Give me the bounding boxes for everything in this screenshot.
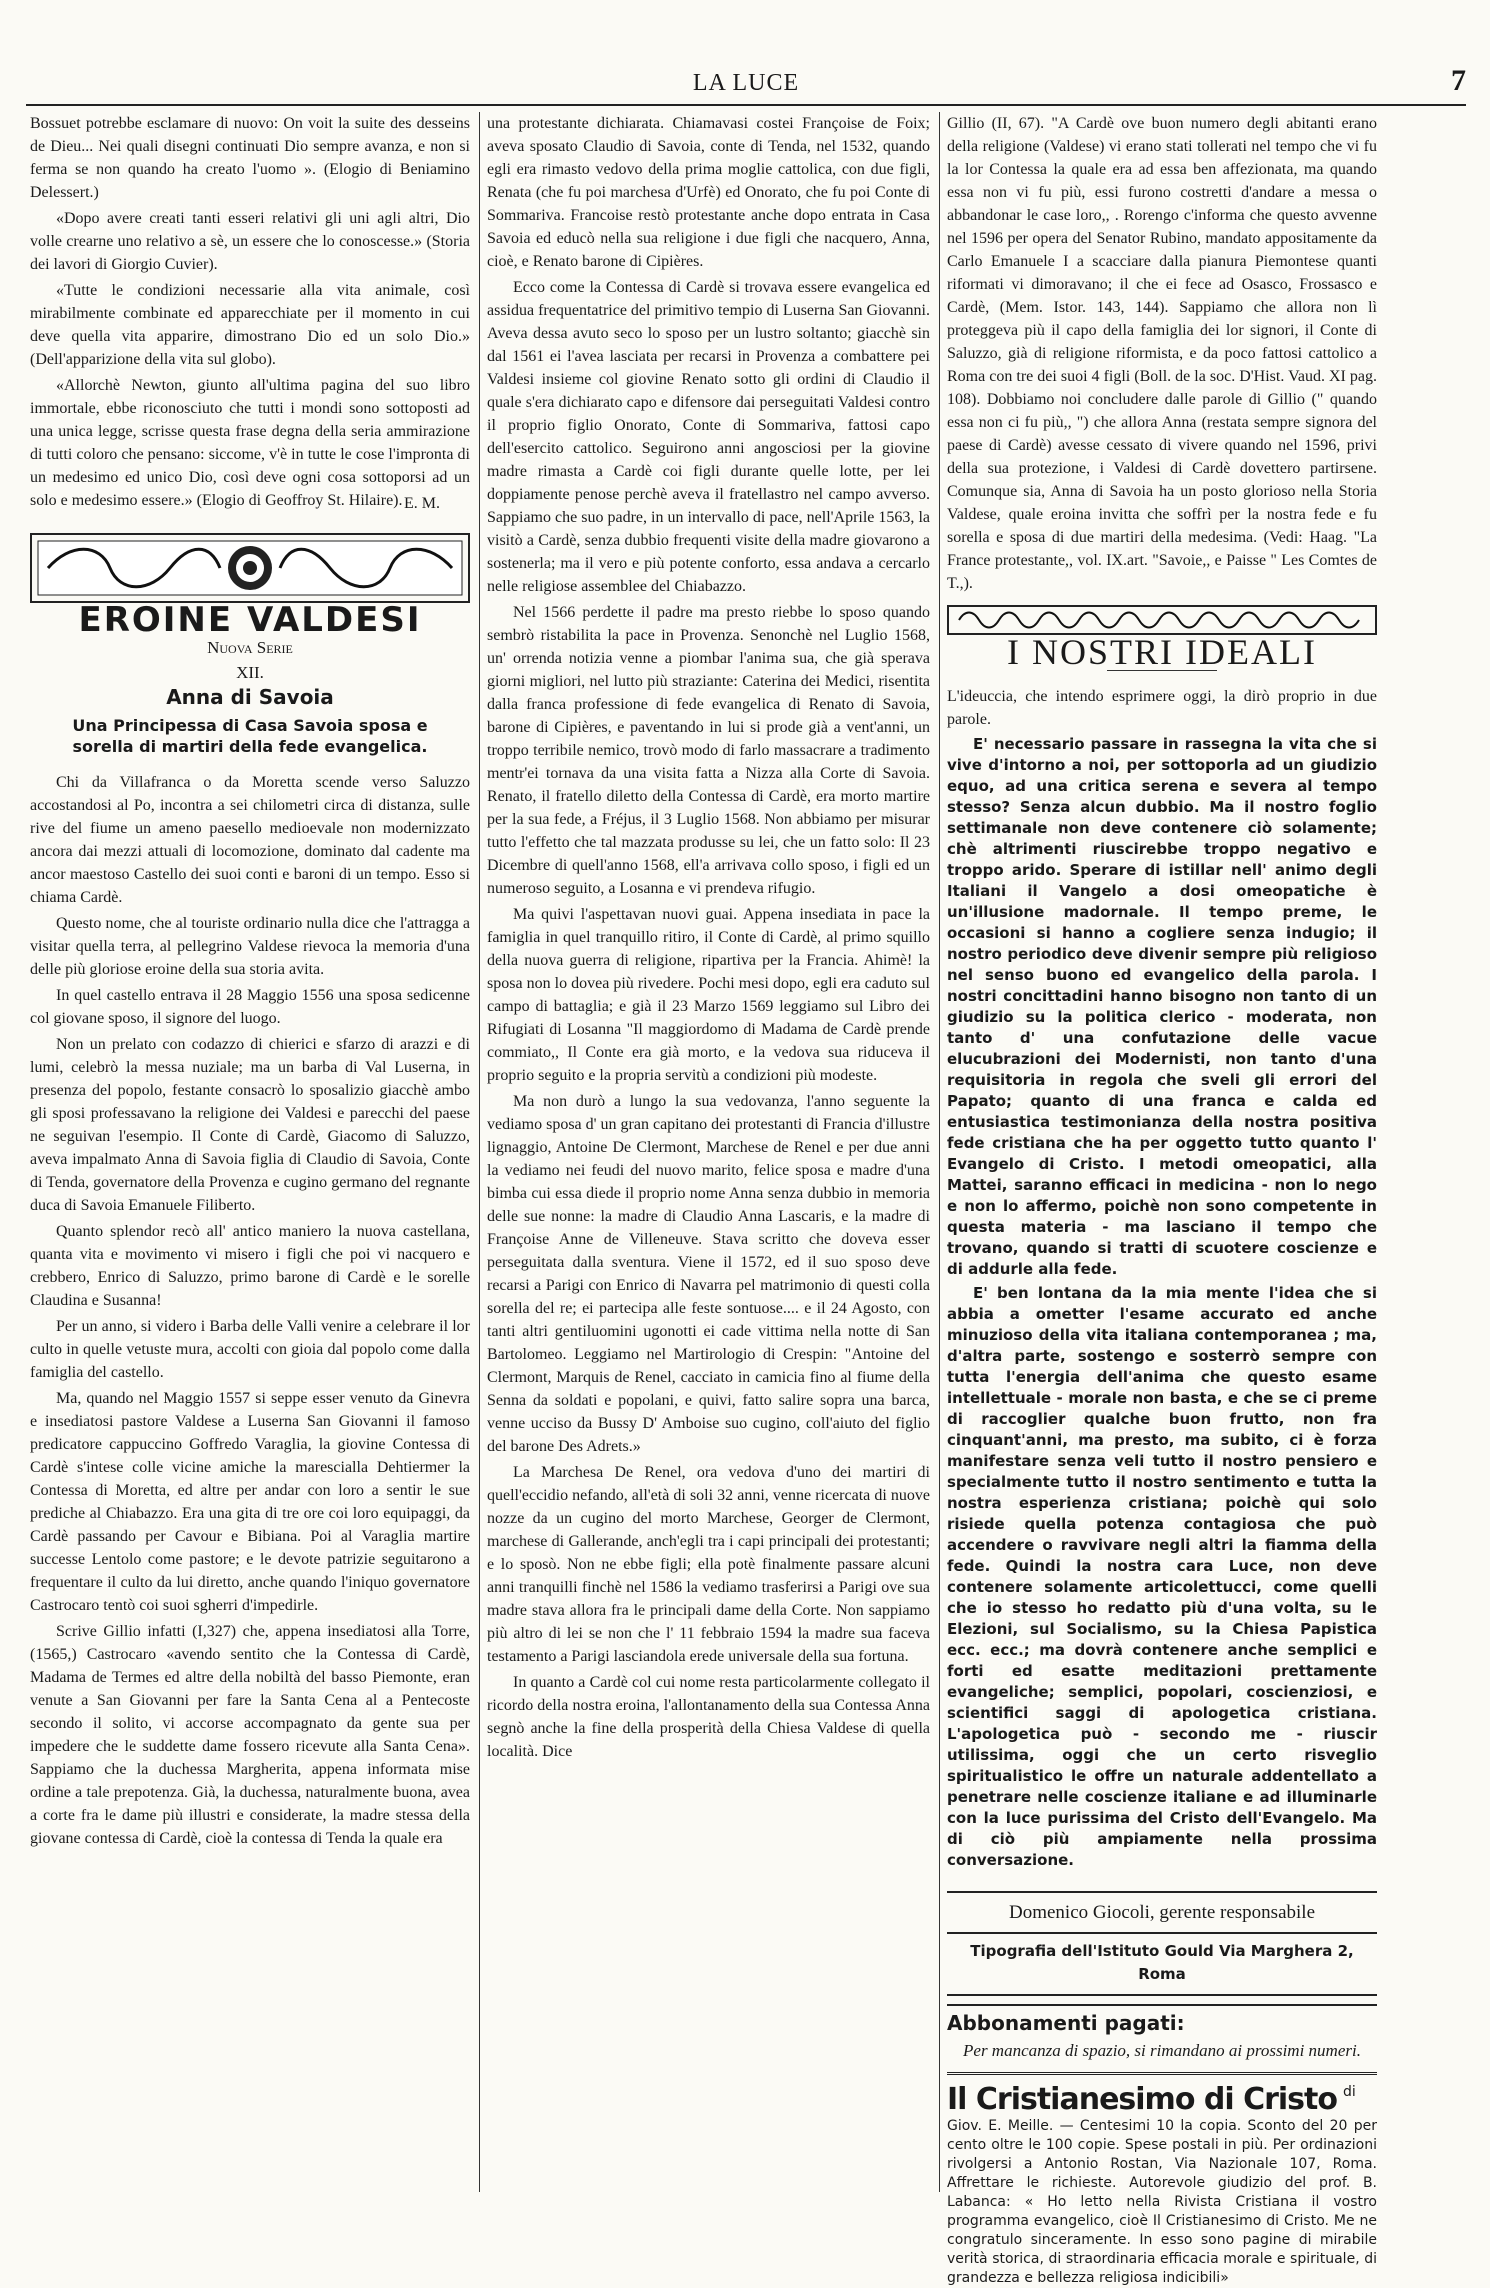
subscriptions-note: Per mancanza di spazio, si rimandano ai prossimi numeri.	[963, 2041, 1361, 2060]
page-number: 7	[1451, 64, 1466, 97]
paragraph: Questo nome, che al touriste ordinario nulla dice che l'attragga a visitar quella terra, al pellegrino Valdese rievoca la memoria d'una delle più gloriose eroine della sua storia avita.	[30, 915, 470, 978]
paragraph: Ecco come la Contessa di Cardè si trovava essere evangelica ed assidua frequentatrice del primitivo tempio di Luserna San Giovanni. Aveva dessa avuto seco lo sposo per un lustro soltanto; giacchè sin dal 1561 ei l'avea lasciata per recarsi in Provenza a combattere pei Valdesi insieme col giovine Renato sotto gli ordini di Claudio il quale s'era dichiarato capo e difensore dai perseguitati Valdesi contro il proprio figlio Onorato, Conte di Sommariva, fattosi capo dell'esercito cattolico. Seguirono anni angosciosi per la giovine madre rimasta a Cardè coi figli durante quelle lotte, per lei doppiamente penose perchè aveva il fratellastro nel campo avverso. Sappiamo che suo padre, in un intervallo di pace, nell'Aprile 1563, la visitò a Cardè, senza dubbio frequenti visite della madre giovarono a sostenerla; ma il vero e più potente conforto, essa andava a cercarlo nelle religiose assemblee del Chiabazzo.	[487, 279, 930, 595]
paragraph: E' ben lontana da la mia mente l'idea che si abbia a ometter l'esame accurato ed anche minuzioso della vita italiana contemporanea ; ma, d'altra parte, sostengo e sosterrò sempre con tutta l'energia dell'anima che questo esame intellettuale - morale non basta, e che se ci preme di raccoglier qualche buon frutto, non fra cinquant'anni, ma presto, ma subito, ci è forza manifestare senza veli tutto il nostro pensiero e specialmente tutto il nostro sentimento e tutta la nostra esperienza cristiana; poichè qui solo risiede quella potenza contagiosa che può accendere o ravvivare negli altri la fiamma della fede. Quindi la nostra cara Luce, non deve contenere solamente articolettucci, come quelli che io stesso ho redatto più d'una volta, su le Elezioni, sul Socialismo, su la Chiesa Papistica ecc. ecc.; ma dovrà contenere anche semplici e forti ed esatte meditazioni prettamente evangeliche; semplici, popolari, coscienziosi, e scientifici saggi di apologetica cristiana. L'apologetica può - secondo me - riuscir utilissima, oggi che un certo risveglio spiritualistico le offre un naturale addentellato a penetrare nelle coscienze italiane e ad illuminarle con la luce purissima del Cristo dell'Evangelo. Ma di ciò più ampiamente nella prossima conversazione.	[947, 1284, 1377, 1869]
paragraph: E' necessario passare in rassegna la vita che si vive d'intorno a noi, per sottoporla ad un giudizio equo, ad una critica serena e severa al tempo stesso? Senza alcun dubbio. Ma il nostro foglio settimanale non deve contenere ciò solamente; chè altrimenti riuscirebbe troppo negativo e troppo arido. Sperare di istillar nell' animo degli Italiani il Vangelo a dosi omeopatiche è un'illusione madornale. Il tempo preme, le occasioni si hanno a cogliere senza indugio; il nostro periodico deve divenir sempre più religioso nel senso buono ed evangelico della parola. I nostri concittadini hanno bisogno non tanto di un giudizio su la politica clerico - moderata, non tanto d' una confutazione delle vacue elucubrazioni dei Modernisti, non tanto d'una requisitoria in regola che sveli gli errori del Papato; quanto di una franca e calda ed entusiastica testimonianza della nostra positiva fede cristiana che ha per oggetto tutto quanto l' Evangelo di Cristo. I metodi omeopatici, alla Mattei, saranno efficaci in medicina - non lo nego e non lo affermo, poichè non sono competente in questa materia - ma lasciano il tempo che trovano, quando si tratti di scuotere coscienze e di addurle alla fede.	[947, 735, 1377, 1278]
column-divider	[939, 112, 940, 2192]
editor-credit: Domenico Giocoli, gerente responsabile	[1008, 1902, 1315, 1923]
signature: E. M.	[404, 495, 440, 512]
paragraph: Ma quivi l'aspettavan nuovi guai. Appena insediata in pace la famiglia in quel tranquillo ritiro, il Conte di Cardè, al primo squillo della nuova guerra di religione, ripartiva per la Francia. Ahimè! la sposa non lo dovea più rivedere. Pochi mesi dopo, egli era caduto sul campo di battaglia; e già il 23 Marzo 1569 leggiamo sul Libro dei Rifugiati di Losanna "Il maggiordomo di Madama de Cardè prende commiato,, Il Conte era già morto, e la vedova sua riduceva il proprio seguito e la propria servitù a condizioni più modeste.	[487, 906, 930, 1084]
paragraph: Ma non durò a lungo la sua vedovanza, l'anno seguente la vediamo sposa d' un gran capitano dei protestanti di Francia d'illustre lignaggio, Antoine De Clermont, Marchese de Renel e per due anni la vediamo nei feudi del nuovo marito, felice sposa e madre d'una bimba cui essa diede il proprio nome Anna senza dubbio in memoria delle sue nonne: la madre di Claudio Anna Lascaris, e la madre di Françoise Anne de Villeneuve. Stava scritto che doveva esser perseguitata dalla sventura. Viene il 1572, ed il suo sposo deve recarsi a Parigi con Enrico di Navarra pel matrimonio di questi colla sorella del re; ei partecipa alle feste sontuose.... e il 24 Agosto, con tanti altri gentiluomini ugonotti ei cade vittima nella notte di San Bartolomeo. Leggiamo nel Martirologio di Crespin: "Antoine del Clermont, Marquis de Renel, cacciato in camicia fino al fiume della Senna da soldati e popolani, e quivi, fatto salire sopra una barca, venne ucciso da Bussy D' Amboise suo cugino, coll'aiuto del figlio del barone Des Adrets.»	[487, 1093, 930, 1455]
newspaper-title: LA LUCE	[692, 70, 800, 96]
column-divider	[479, 112, 480, 2192]
paragraph: Scrive Gillio infatti (I,327) che, appena insediatosi alla Torre, (1565,) Castrocaro «avendo sentito che la Contessa di Cardè, Madama de Termes ed altre della nobiltà del basso Piemonte, eran venute a San Giovanni per fare la Santa Cena al a Pentecoste secondo il solito, vi accorse accompagnato da gente sua per impedere che le suddette dame fossero ricevute alla Santa Cena». Sappiamo che la duchessa Margherita, appena informata mise ordine a tale prepotenza. Già, la duchessa, naturalmente buona, avea a corte fra le dame più illustri e considerate, la madre stessa della giovane contessa di Cardè, cioè la contessa di Tenda la quale era	[30, 1623, 470, 1847]
paragraph: una protestante dichiarata. Chiamavasi costei Françoise de Foix; aveva sposato Claudio di Savoia, conte di Tenda, nel 1532, quando egli era rimasto vedovo della prima moglie cattolica, con due figli, Renata (che fu poi marchesa d'Urfè) ed Onorato, che fu poi Conte di Sommariva. Francoise restò protestante anche dopo entrata in Casa Savoia ed educò nella sua religione i due figli che nacquero, Anna, cioè, e Renato barone di Cipières.	[487, 115, 930, 270]
column-2	[487, 112, 930, 2192]
paragraph: Ma, quando nel Maggio 1557 si seppe esser venuto da Ginevra e insediatosi pastore Valdese a Luserna San Giovanni il famoso predicatore cappuccino Goffredo Varaglia, la giovine Contessa di Cardè s'intese colle vicine amiche la marescialla Dehtiermer la Contessa di Moretta, ed altre per andar con loro a sentir le sue prediche al Chiabazzo. Era una gita di tre ore coi loro equipaggi, da Cardè passando per Cavour e Bibiana. Poi al Varaglia martire successe Lentolo come pastore; e le devote patrizie seguitarono a frequentare il culto da lui diretto, anche quando l'iniquo governatore Castrocaro tentò coi suoi sgherri d'impedirle.	[30, 1390, 470, 1614]
paragraph: Quanto splendor recò all' antico maniero la nuova castellana, quanta vita e movimento vi misero i figli che poi vi nacquero e crebbero, Enrico di Saluzzo, primo barone di Cardè e le sorelle Claudina e Susanna!	[30, 1223, 470, 1309]
paragraph: Gillio (II, 67). "A Cardè ove buon numero degli abitanti erano della religione (Valdese) vi erano stati tollerati nel tempo che vi fu la lor Contessa la quale era ad essa ben affezionata, ma quando essa non vi fu più, essi furono costretti d'andare a messa o abbandonar le case loro,, . Rorengo c'informa che questo avvenne nel 1596 per opera del Senator Rubino, mandato appositamente da Carlo Emanuele I a scacciare dalla pianura Piemontese quanti riformati vi dimoravano; il che ei fece ad Osasco, Frossasco e Cardè, (Mem. Istor. 143, 144). Sappiamo che allora non lì proteggeva più il capo della famiglia dei lor signori, il Conte di Saluzzo, già di religione riformista, e da poco fattosi cattolico a Roma con tre dei suoi 4 figli (Boll. de la soc. D'Hist. Vaud. XI pag. 108). Dobbiamo noi concludere dalle parole di Gillio (" quando essa non ci fu più,, ") che allora Anna (restata sempre signora del paese di Cardè) avesse cessato di vivere quando nel 1596, privi della sua protezione, i Valdesi di Cardè dovettero partirsene. Comunque sia, Anna di Savoia ha un posto glorioso nella Storia Valdese, quale eroina invitta che soffrì per la nostra fede e fu sorella e sposa di due martiri della medesima. (Vedi: Haag. "La France protestante,, vol. IX.art. "Savoie,, e Paisse " Les Comtes de T.,).	[947, 115, 1377, 592]
decorative-ornament	[30, 533, 470, 603]
subscriptions-heading: Abbonamenti pagati:	[947, 2004, 1377, 2035]
paragraph: In quel castello entrava il 28 Maggio 1556 una sposa sedicenne col giovane sposo, il signore del luogo.	[30, 987, 470, 1027]
paragraph: Nel 1566 perdette il padre ma presto riebbe lo sposo quando sembrò ristabilita la pace in Provenza. Senonchè nel Luglio 1568, un' orrenda notizia venne a piombar l'anima sua, che già sperava giorni migliori, nel lutto più straziante: Caterina dei Medici, risentita dalla franca professione di fede evangelica di Renato di Savoia, barone di Cipières, e paventando in lui si prode già a vent'anni, un troppo terribile nemico, trovò modo di farlo massacrare a tradimento mentr'ei tornava da una visita fatta a Nizza alla Corte di Savoia. Renato, il fratello diletto della Contessa di Cardè, era morto martire per la sua fede, a Fréjus, il 3 Luglio 1568. Non abbiamo per misurar tutto l'effetto che tal mazzata produsse su lei, che un fatto solo: Il 23 Dicembre di quell'anno 1568, ell'a arrivava collo sposo, i figli ed un numeroso seguito, a Losanna e vi prendeva rifugio.	[487, 604, 930, 897]
column-3	[947, 112, 1377, 2286]
series-number: XII.	[236, 663, 264, 682]
paragraph: In quanto a Cardè col cui nome resta particolarmente collegato il ricordo della nostra eroina, l'allontanamento della sua Contessa Anna segnò anche la fine della prosperità della Chiesa Valdese di quella località. Dice	[487, 1674, 930, 1760]
article-title: Anna di Savoia	[166, 685, 334, 709]
paragraph: Bossuet potrebbe esclamare di nuovo: On voit la suite des desseins de Dieu... Nei quali disegni continuati Dio sempre avanza, e non si ferma se non quando ha creato l'uomo ». (Elogio di Beniamino Delessert.)	[30, 115, 470, 201]
advertisement	[947, 2072, 1377, 2288]
section-title: I NOSTRI IDEALI	[1007, 632, 1317, 672]
imprint	[947, 1891, 1377, 1996]
advertisement-title: Il Cristianesimo di Cristo	[947, 2082, 1337, 2117]
masthead-rule	[26, 104, 1466, 106]
section-title: EROINE VALDESI	[78, 600, 422, 640]
printer-credit: Tipografia dell'Istituto Gould Via Marghera 2, Roma	[947, 1932, 1377, 1994]
paragraph: Non un prelato con codazzo di chierici e sfarzo di arazzi e di lumi, celebrò la messa nuziale; ma un barba di Val Luserna, in presenza del popolo, festante consacrò lo sposalizio giacchè ambo gli sposi professavano la religione dei Valdesi e parecchi del paese ne seguivan l'esempio. Il Conte di Cardè, Giacomo di Saluzzo, aveva impalmato Anna di Savoia figlia di Claudio di Savoia, Conte di Tenda, governatore della Provenza e cugino germano del regnante duca di Savoia Emanuele Filiberto.	[30, 1036, 470, 1214]
paragraph: «Tutte le condizioni necessarie alla vita animale, così mirabilmente combinate ed apparecchiate per il momento in cui deve quella vita apparire, dimostrano Dio ed un solo Dio.» (Dell'apparizione della vita sul globo).	[30, 282, 470, 368]
article-lead: Una Principessa di Casa Savoia sposa e sorella di martiri della fede evangelica.	[72, 716, 428, 756]
paragraph: «Allorchè Newton, giunto all'ultima pagina del suo libro immortale, ebbe riconosciuto che tutti i mondi sono sottoposti ad una unica legge, scrisse questa frase degna della seria ammirazione di tutti coloro che pensano: siccome, v'è in tutte le cose l'impronta di un medesimo ed unico Dio, così deve ogni cosa sottoporsi ad un solo e medesimo essere.» (Elogio di Geoffroy St. Hilaire).	[30, 377, 470, 509]
section-subtitle: Nuova Serie	[207, 638, 293, 657]
paragraph: Chi da Villafranca o da Moretta scende verso Saluzzo accostandosi al Po, incontra a sei chilometri circa di distanza, sulle rive del fiume un ameno paesello medioevale non modernizzato ancora dai mezzi attuali di locomozione, dominato dal cadente ma ancor maestoso Castello dei suoi conti e baroni di un tempo. Esso si chiama Cardè.	[30, 774, 470, 906]
advertisement-text: di Giov. E. Meille. — Centesimi 10 la copia. Sconto del 20 per cento oltre le 100 copie. Spese postali in più. Per ordinazioni rivolgersi a Antonio Rostan, Via Nazionale 107, Roma. Affrettare le richieste. Autorevole giudizio del prof. B. Labanca: « Ho letto nella Rivista Cristiana il vostro programma evangelico, cioè Il Cristianesimo di Cristo. Me ne congratulo sinceramente. In esso sono pagine di mirabile verità storica, di straordinaria efficacia morale e spirituale, di grandezza e bellezza religiosa indicibili»	[947, 2084, 1377, 2286]
paragraph: «Dopo avere creati tanti esseri relativi gli uni agli altri, Dio volle crearne uno relativo a sè, un essere che lo conoscesse.» (Storia dei lavori di Giorgio Cuvier).	[30, 210, 470, 273]
column-1	[30, 112, 470, 2192]
paragraph: Per un anno, si videro i Barba delle Valli venire a celebrare il lor culto in quelle vetuste mura, accolti con gioia dal popolo come dalla famiglia del castello.	[30, 1318, 470, 1381]
paragraph: La Marchesa De Renel, ora vedova d'uno dei martiri di quell'eccidio nefando, all'età di soli 32 anni, venne ricercata di nuove nozze da un cugino del morto Marchese, Georger de Clermont, marchese di Gallerande, anch'egli tra i capi principali dei protestanti; e lo sposò. Non ne ebbe figli; ella potè finalmente passare alcuni anni tranquilli finchè nel 1586 la vediamo trasferirsi a Parigi ove sua madre stava allora fra le principali dame della Corte. Non sappiamo più altro di lei se non che l' 11 febbraio 1594 la madre sua faceva testamento a Parigi lasciandola erede universale della sua fortuna.	[487, 1464, 930, 1665]
masthead	[26, 62, 1466, 106]
decorative-ornament	[947, 605, 1377, 635]
paragraph: L'ideuccia, che intendo esprimere oggi, la dirò proprio in due parole.	[947, 688, 1377, 728]
